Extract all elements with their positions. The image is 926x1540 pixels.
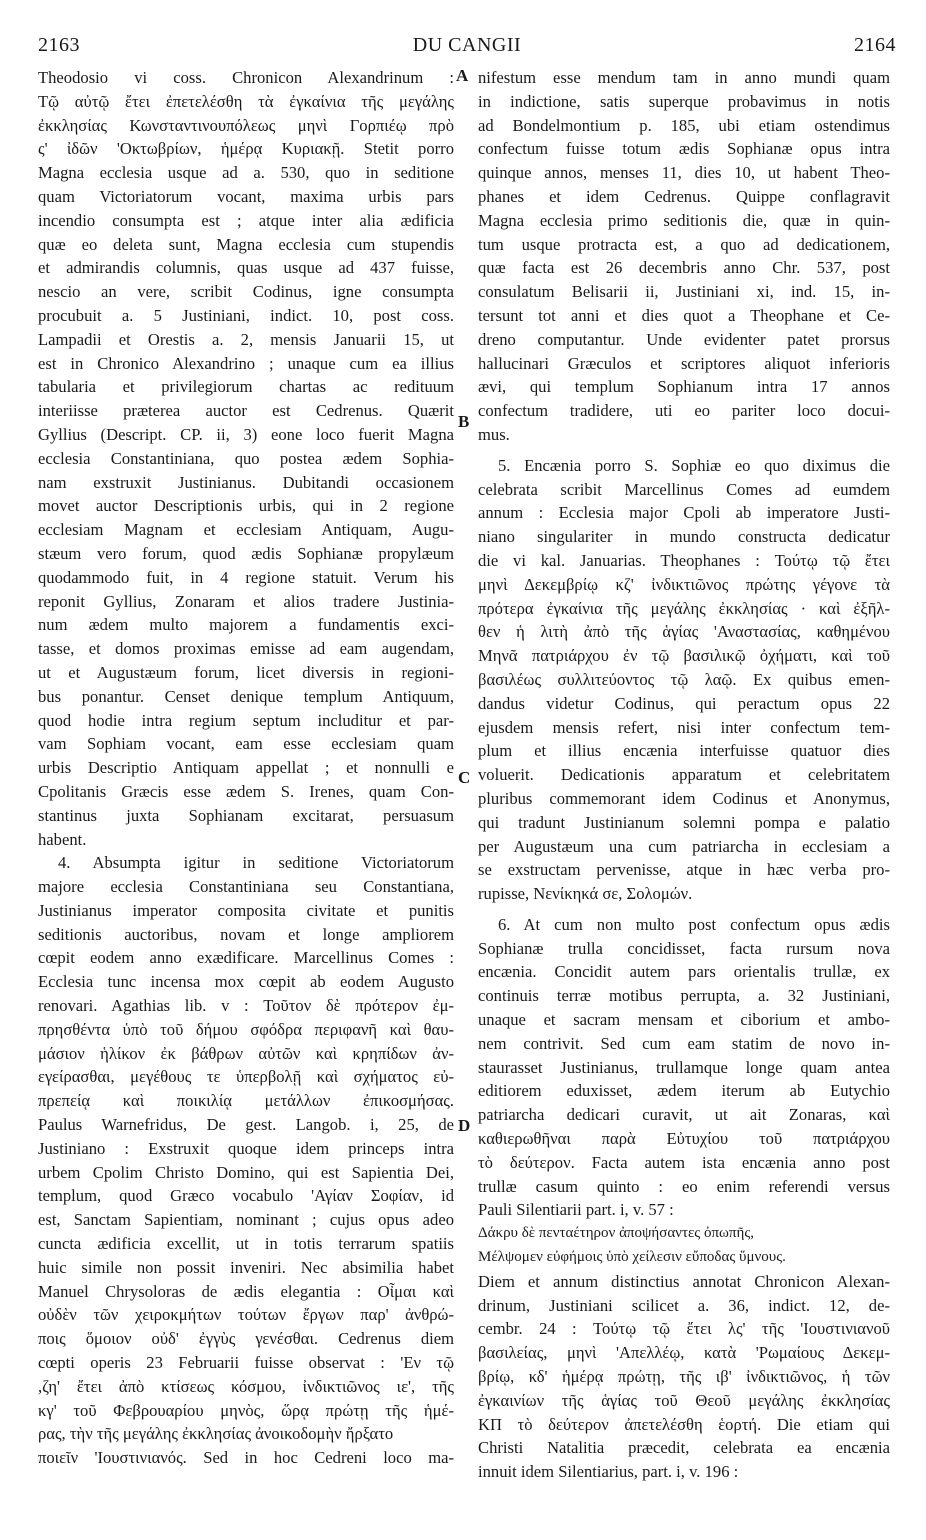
- margin-marker-b: B: [458, 412, 470, 431]
- text-line: num ædem multo majorem a fundamentis exci-: [38, 615, 454, 635]
- text-line: celebrata scribit Marcellinus Comes ad eumdem: [478, 479, 890, 499]
- text-line: πρησθέντα ὑπὸ τοῦ δήμου σφόδρα περιφανῆ καὶ θαυ-: [38, 1019, 454, 1039]
- text-line: pluribus commemorant idem Codinus et Anonymus,: [478, 788, 890, 808]
- text-line: procubuit a. 5 Justiniani, indict. 10, post coss.: [38, 305, 454, 325]
- text-line: ἐκκλησίας Κωνσταντινουπόλεως μηνὶ Γορπιέῳ πρὸ: [38, 115, 454, 135]
- page-number-left: 2163: [38, 34, 80, 56]
- text-line: unaque et sacram mensam et ciborium et ambo-: [478, 1010, 890, 1030]
- text-line: κγ' τοῦ Φεβρουαρίου μηνὸς, ὥρᾳ πρώτῃ τῆς ἡμέ-: [38, 1400, 454, 1420]
- text-line: μηνὶ Δεκεμβρίῳ κζ' ἰνδικτιῶνος πρώτης γέγονε τὰ: [478, 574, 890, 594]
- text-line: Manuel Chrysoloras de ædis elegantia : Οἶμαι καὶ: [38, 1281, 454, 1301]
- text-line: βασιλείας, μηνὶ 'Απελλέῳ, κατὰ 'Ρωμαίους Δεκεμ-: [478, 1343, 890, 1363]
- text-line: cuncta ædificia excellit, ut in totis terrarum spatiis: [38, 1234, 454, 1254]
- text-line: cembr. 24 : Τούτῳ τῷ ἔτει λς' τῆς 'Ιουστινιανοῦ: [478, 1319, 890, 1339]
- text-line: Diem et annum distinctius annotat Chronicon Alexan-: [478, 1271, 890, 1291]
- text-line: cœpit eodem anno exædificare. Marcellinus Comes :: [38, 948, 454, 968]
- text-line: Magna ecclesia usque ad a. 530, quo in seditione: [38, 163, 454, 183]
- text-line: Gyllius (Descript. CP. ii, 3) eone loco fuerit Magna: [38, 424, 454, 444]
- text-line: in indictione, satis superque probavimus in notis: [478, 91, 890, 111]
- text-line: per Augustæum una cum patriarcha in ecclesiam a: [478, 836, 890, 856]
- text-line: incendio consumpta est ; atque inter alia ædificia: [38, 210, 454, 230]
- text-line: encænia. Concidit autem pars orientalis trullæ, ex: [478, 962, 890, 982]
- text-line: tersunt tot anni et dies quot a Theophane et Ce-: [478, 305, 890, 325]
- text-line: ejusdem mensis refert, nisi inter confectum tem-: [478, 717, 890, 737]
- text-line: Justiniano : Exstruxit quoque idem princeps intra: [38, 1138, 454, 1158]
- text-line: Theodosio vi coss. Chronicon Alexandrinum :: [38, 68, 454, 87]
- text-line: θεν ἡ λιτὴ ἀπὸ τῆς ἁγίας 'Αναστασίας, καθημένου: [478, 622, 890, 642]
- text-line: dandus videtur Codinus, qui peractum opus 22: [478, 693, 890, 713]
- text-line: reponit Gyllius, Zonaram et alios tradere Justinia-: [38, 591, 454, 611]
- text-line: tabularia et privilegiorum chartas ac redituum: [38, 377, 454, 397]
- text-line: τὸ δεύτερον. Facta autem ista encænia anno post: [478, 1152, 890, 1172]
- text-line: movet auctor Descriptionis urbis, qui in 2 regione: [38, 496, 454, 516]
- text-line: die vi kal. Januarias. Theophanes : Τούτῳ τῷ ἔτει: [478, 550, 890, 570]
- text-line: ecclesia Constantiniana, quo postea ædem Sophia-: [38, 448, 454, 468]
- text-line: Justinianus imperator composita civitate et punitis: [38, 900, 454, 920]
- text-line: trullæ casum quinto : eo enim referendi versus: [478, 1176, 890, 1196]
- text-line: quod hodie intra regium septum includitur et par-: [38, 710, 454, 730]
- text-line: renovari. Agathias lib. v : Τοῦτον δὲ πρότερον ἐμ-: [38, 996, 454, 1016]
- text-line: cœpti operis 23 Februarii fuisse observat : 'Εν τῷ: [38, 1353, 454, 1373]
- text-line: majore ecclesia Constantiniana seu Constantiana,: [38, 877, 454, 897]
- right-column: [478, 66, 890, 1484]
- text-line: habent.: [38, 829, 87, 849]
- text-line: ποις ὅμοιον οὐδ' ἐγγὺς γενέσθαι. Cedrenus diem: [38, 1329, 454, 1349]
- text-line: nescio an vere, scribit Codinus, igne consumpta: [38, 282, 454, 302]
- text-line: est in Chronico Alexandrino ; unaque cum ea illius: [38, 353, 454, 373]
- text-line: templum, quod Græco vocabulo 'Αγίαν Σοφίαν, id: [38, 1186, 454, 1206]
- text-line: et admirandis columnis, quas usque ad 437 fuisse,: [38, 258, 454, 278]
- text-line: Christi Natalitia præcedit, celebrata ea encænia: [478, 1438, 890, 1458]
- text-line: patriarcha dedicari curavit, ut ait Zonaras, καὶ: [478, 1105, 890, 1125]
- text-line: ς' ἰδῶν 'Οκτωβρίων, ἡμέρᾳ Κυριακῇ. Stetit porro: [38, 139, 454, 159]
- margin-marker-c: C: [458, 768, 471, 787]
- text-line: Μέλψομεν εὐφήμοις ὑπὸ χείλεσιν εὔποδας ὕμνους.: [478, 1249, 786, 1266]
- text-line: εγείρασθαι, μεγέθους τε ὑπερβολῇ καὶ σχήματος εὐ-: [38, 1067, 454, 1087]
- text-line: urbem Cpolim Christo Domino, qui est Sapientia Dei,: [38, 1162, 454, 1182]
- text-line: consulatum Belisarii ii, Justiniani xi, ind. 15, in-: [478, 282, 890, 302]
- text-line: tum usque protracta est, a quo ad dedicationem,: [478, 234, 890, 254]
- text-line: πρεπείᾳ καὶ ποικιλίᾳ μετάλλων ἐπικοσμήσας.: [38, 1091, 454, 1111]
- text-line: ut et Augustæum forum, licet diversis in regioni-: [38, 662, 454, 682]
- text-line: nam exstruxit Justinianus. Dubitandi occasionem: [38, 472, 454, 492]
- text-line: Δάκρυ δὲ πενταέτηρον ἀποψήσαντες ὀπωπῆς,: [478, 1225, 755, 1242]
- text-line: interiisse præterea auctor est Cedrenus. Quærit: [38, 401, 454, 421]
- text-line: confectum tradidere, uti eo pariter loco docui-: [478, 401, 890, 421]
- text-line: innuit idem Silentiarius, part. i, v. 196 :: [478, 1462, 739, 1482]
- text-line: βασιλέως συλλιτεύοντος τῷ λαῷ. Ex quibus emen-: [478, 669, 890, 689]
- left-column: [38, 66, 454, 1470]
- text-line: dreno computantur. Unde evidenter patet prorsus: [478, 329, 890, 349]
- text-line: Μηνᾶ πατριάρχου ἐν τῷ βασιλικῷ ὀχήματι, καὶ τοῦ: [478, 646, 890, 666]
- text-line: confectum fuisse totum ædis Sophianæ opus intra: [478, 139, 890, 159]
- text-line: ποιεῖν 'Ιουστινιανός. Sed in hoc Cedreni loco ma-: [38, 1448, 454, 1468]
- text-line: est, Sanctam Sapientiam, nominant ; cujus opus adeo: [38, 1210, 454, 1230]
- text-line: ecclesiam Magnam et ecclesiam Antiquam, Augu-: [38, 520, 454, 540]
- text-line: ad Bondelmontium p. 185, ubi etiam ostendimus: [478, 115, 890, 135]
- text-line: Ecclesia tunc incensa mox cœpit ab eodem Augusto: [38, 972, 454, 992]
- text-line: Pauli Silentiarii part. i, v. 57 :: [478, 1200, 674, 1220]
- text-line: plum et illius encænia interfuisse quatuor dies: [478, 741, 890, 761]
- text-line: phanes et idem Cedrenus. Quippe conflagravit: [478, 186, 890, 206]
- text-line: ævi, qui templum Sophianum intra 17 annos: [478, 377, 890, 397]
- text-line: rupisse, Νενίκηκά σε, Σολομών.: [478, 884, 693, 904]
- running-header: [38, 34, 896, 64]
- text-line: Sophianæ trulla concidisset, facta rursum nova: [478, 938, 890, 958]
- text-line: βρίῳ, κδ' ἡμέρᾳ πρώτῃ, τῆς ιβ' ἰνδικτιῶνος, ἡ τῶν: [478, 1367, 890, 1387]
- text-line: Paulus Warnefridus, De gest. Langob. i, 25, de: [38, 1115, 454, 1135]
- text-line: 4. Absumpta igitur in seditione Victoriatorum: [58, 853, 454, 873]
- text-line: quinque annos, menses 11, dies 10, ut habent Theo-: [478, 163, 890, 183]
- text-line: niano singulariter in mundo constructa dedicatur: [478, 527, 890, 547]
- text-line: mus.: [478, 424, 510, 444]
- text-line: stantinus juxta Sophianam excitarat, persuasum: [38, 805, 454, 825]
- text-line: huic simile non possit inveniri. Nec absimilia habet: [38, 1257, 454, 1277]
- text-line: 6. At cum non multo post confectum opus ædis: [498, 914, 890, 934]
- running-title: DU CANGII: [412, 34, 522, 56]
- text-line: 5. Encænia porro S. Sophiæ eo quo diximus die: [498, 455, 890, 475]
- text-line: quæ eo deleta sunt, Magna ecclesia cum stupendis: [38, 234, 454, 254]
- text-line: qui tradunt Justinianum solemni pompa e palatio: [478, 812, 890, 832]
- text-line: quæ facta est 26 decembris anno Chr. 537, post: [478, 258, 890, 278]
- text-line: μάσιον ἡλίκον ἐκ βάθρων αὐτῶν καὶ κρηπίδων ἀν-: [38, 1043, 454, 1063]
- text-line: nem contrivit. Sed cum eam statim de novo in-: [478, 1033, 890, 1053]
- text-line: ἐγκαινίων τῆς ἁγίας τοῦ Θεοῦ μεγάλης ἐκκλησίας: [478, 1390, 890, 1410]
- page-number-right: 2164: [854, 34, 896, 56]
- text-line: Magna ecclesia primo seditionis die, quæ in quin-: [478, 210, 890, 230]
- text-line: se exstructam pervenisse, atque in hæc verba pro-: [478, 860, 890, 880]
- text-line: nifestum esse mendum tam in anno mundi quam: [478, 68, 890, 87]
- text-line: editiorem eduxisset, ædem iterum ab Eutychio: [478, 1081, 890, 1101]
- text-line: hallucinari Græculos et scriptores aliquot inferioris: [478, 353, 890, 373]
- margin-marker-a: A: [456, 66, 469, 85]
- text-line: voluerit. Dedicationis apparatum et celebritatem: [478, 765, 890, 785]
- text-line: continuis terræ motibus perrupta, a. 32 Justiniani,: [478, 986, 890, 1006]
- text-line: πρότερα ἐγκαίνια τῆς μεγάλης ἐκκλησίας · καὶ ἐξῆλ-: [478, 598, 890, 618]
- text-line: bus ponantur. Censet denique templum Antiquum,: [38, 686, 454, 706]
- paragraph-gap: [478, 447, 890, 454]
- text-line: vam Sophiam vocant, eam esse ecclesiam quam: [38, 734, 454, 754]
- text-line: annum : Ecclesia major Cpoli ab imperatore Justi-: [478, 503, 890, 523]
- paragraph-gap: [478, 906, 890, 913]
- text-line: καθιερωθῆναι παρὰ Εὐτυχίου τοῦ πατριάρχου: [478, 1129, 890, 1149]
- text-line: Lampadii et Orestis a. 2, mensis Januarii 15, ut: [38, 329, 454, 349]
- text-line: οὐδὲν τῶν χειροκμήτων τούτων ἔργων παρ' ἀνθρώ-: [38, 1305, 454, 1325]
- text-line: ΚΠ τὸ δεύτερον ἀπετελέσθη ἑορτή. Die etiam qui: [478, 1414, 890, 1434]
- text-line: drinum, Justiniani scilicet a. 36, indict. 12, de-: [478, 1295, 890, 1315]
- text-line: stæum vero forum, quod ædis Sophianæ propylæum: [38, 543, 454, 563]
- text-line: quam Victoriatorum vocant, maxima urbis pars: [38, 186, 454, 206]
- text-line: tasse, et domos proximas emisse ad eam augendam,: [38, 639, 454, 659]
- text-line: Τῷ αὐτῷ ἔτει ἐπετελέσθη τὰ ἐγκαίνια τῆς μεγάλης: [38, 91, 454, 111]
- text-line: seditionis auctoribus, novam et longe ampliorem: [38, 924, 454, 944]
- text-line: ,ζη' ἔτει ἀπὸ κτίσεως κόσμου, ἰνδικτιῶνος ιε', τῆς: [38, 1376, 454, 1396]
- text-line: ρας, τὴν τῆς μεγάλης ἐκκλησίας ἀνοικοδομὴν ἤρξατο: [38, 1424, 394, 1444]
- text-line: quodammodo fuit, in 4 regione statuit. Verum his: [38, 567, 454, 587]
- text-line: urbis Descriptio Antiquam appellat ; et nonnulli e: [38, 758, 454, 778]
- margin-marker-d: D: [458, 1116, 471, 1135]
- text-line: Cpolitanis Græcis esse ædem S. Irenes, quam Con-: [38, 781, 454, 801]
- text-line: staurasset Justinianus, trullamque longe quam antea: [478, 1057, 890, 1077]
